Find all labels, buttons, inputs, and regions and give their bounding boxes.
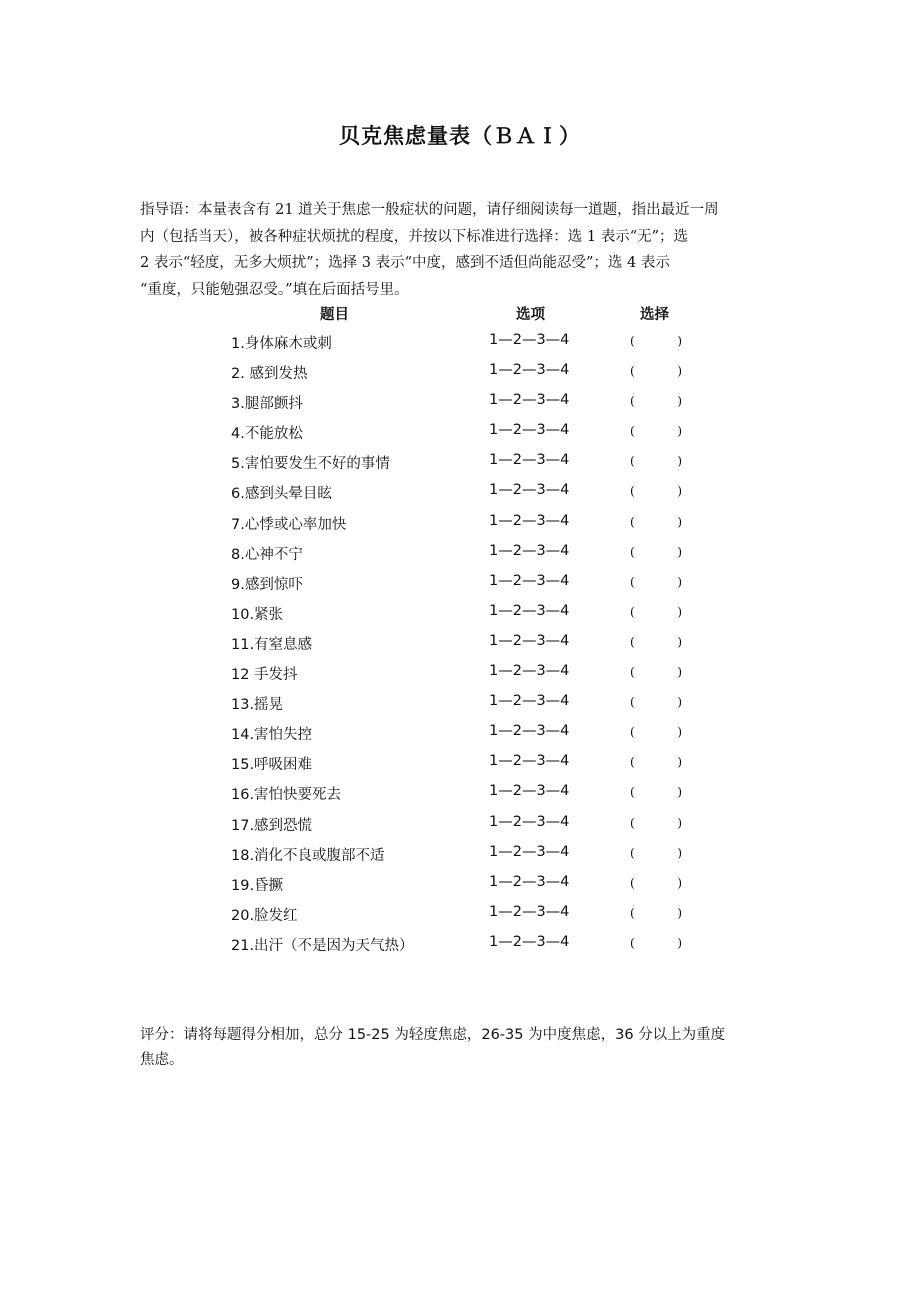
question-text: 21.出汗（不是因为天气热） bbox=[231, 937, 414, 954]
answer-blank[interactable] bbox=[630, 332, 682, 348]
question-text: 14.害怕失控 bbox=[231, 727, 313, 744]
open-paren: ( bbox=[630, 364, 635, 379]
question-row bbox=[0, 362, 920, 392]
answer-blank[interactable] bbox=[630, 543, 682, 559]
close-paren: ) bbox=[677, 905, 682, 920]
option-scale: 1—2—3—4 bbox=[489, 873, 570, 890]
close-paren: ) bbox=[677, 634, 682, 649]
option-scale: 1—2—3—4 bbox=[489, 663, 570, 680]
option-scale: 1—2—3—4 bbox=[489, 843, 570, 860]
question-text: 7.心悸或心率加快 bbox=[231, 516, 347, 533]
question-row bbox=[0, 452, 920, 482]
close-paren: ) bbox=[677, 665, 682, 680]
answer-blank[interactable] bbox=[630, 814, 682, 830]
close-paren: ) bbox=[677, 574, 682, 589]
question-row bbox=[0, 573, 920, 603]
close-paren: ) bbox=[677, 424, 682, 439]
open-paren: ( bbox=[630, 815, 635, 830]
open-paren: ( bbox=[630, 695, 635, 710]
question-row bbox=[0, 543, 920, 573]
close-paren: ) bbox=[677, 725, 682, 740]
close-paren: ) bbox=[677, 935, 682, 950]
question-text: 17.感到恐慌 bbox=[231, 817, 313, 834]
question-text: 18.消化不良或腹部不适 bbox=[231, 847, 385, 864]
question-row bbox=[0, 663, 920, 693]
option-scale: 1—2—3—4 bbox=[489, 482, 570, 499]
question-text: 1.身体麻木或刺 bbox=[231, 336, 332, 352]
open-paren: ( bbox=[630, 544, 635, 559]
close-paren: ) bbox=[677, 815, 682, 830]
option-scale: 1—2—3—4 bbox=[489, 602, 570, 619]
option-scale: 1—2—3—4 bbox=[489, 512, 570, 529]
open-paren: ( bbox=[630, 875, 635, 890]
question-row bbox=[0, 693, 920, 723]
instructions-line: 指导语：本量表含有 21 道关于焦虑一般症状的问题，请仔细阅读每一道题，指出最近一周 bbox=[140, 202, 719, 218]
answer-blank[interactable] bbox=[630, 362, 682, 378]
close-paren: ) bbox=[677, 364, 682, 379]
option-scale: 1—2—3—4 bbox=[489, 542, 570, 559]
answer-blank[interactable] bbox=[630, 783, 682, 799]
close-paren: ) bbox=[677, 484, 682, 499]
question-text: 6.感到头晕目眩 bbox=[231, 486, 332, 503]
option-scale: 1—2—3—4 bbox=[489, 753, 570, 770]
question-text: 10.紧张 bbox=[231, 606, 284, 623]
question-row bbox=[0, 934, 920, 964]
instructions-paragraph bbox=[140, 197, 786, 303]
close-paren: ) bbox=[677, 755, 682, 770]
close-paren: ) bbox=[677, 454, 682, 469]
option-scale: 1—2—3—4 bbox=[489, 933, 570, 950]
question-row bbox=[0, 904, 920, 934]
close-paren: ) bbox=[677, 695, 682, 710]
column-header-topic: 题目 bbox=[320, 307, 349, 323]
question-text: 5.害怕要发生不好的事情 bbox=[231, 456, 390, 473]
answer-blank[interactable] bbox=[630, 874, 682, 890]
option-scale: 1—2—3—4 bbox=[489, 693, 570, 710]
open-paren: ( bbox=[630, 574, 635, 589]
question-row bbox=[0, 874, 920, 904]
scoring-line: 评分：请将每题得分相加，总分 15-25 为轻度焦虑，26-35 为中度焦虑，36 分以上为重度 bbox=[140, 1027, 726, 1043]
question-list bbox=[0, 332, 920, 964]
question-text: 4.不能放松 bbox=[231, 426, 303, 443]
question-row bbox=[0, 844, 920, 874]
page-title: 贝克焦虑量表（ＢＡＩ） bbox=[339, 124, 581, 148]
answer-blank[interactable] bbox=[630, 934, 682, 950]
option-scale: 1—2—3—4 bbox=[489, 572, 570, 589]
question-row bbox=[0, 603, 920, 633]
answer-blank[interactable] bbox=[630, 693, 682, 709]
open-paren: ( bbox=[630, 845, 635, 860]
answer-blank[interactable] bbox=[630, 392, 682, 408]
answer-blank[interactable] bbox=[630, 633, 682, 649]
question-text: 16.害怕快要死去 bbox=[231, 787, 342, 804]
open-paren: ( bbox=[630, 725, 635, 740]
question-row bbox=[0, 814, 920, 844]
scoring-paragraph bbox=[140, 1023, 786, 1073]
question-text: 15.呼吸困难 bbox=[231, 757, 313, 774]
close-paren: ) bbox=[677, 394, 682, 409]
question-text: 20.脸发红 bbox=[231, 907, 298, 924]
answer-blank[interactable] bbox=[630, 663, 682, 679]
option-scale: 1—2—3—4 bbox=[489, 452, 570, 469]
question-row bbox=[0, 723, 920, 753]
question-text: 12 手发抖 bbox=[231, 667, 298, 684]
question-text: 11.有窒息感 bbox=[231, 636, 313, 653]
close-paren: ) bbox=[677, 785, 682, 800]
question-text: 9.感到惊吓 bbox=[231, 576, 303, 593]
open-paren: ( bbox=[630, 514, 635, 529]
question-row bbox=[0, 753, 920, 783]
open-paren: ( bbox=[630, 785, 635, 800]
question-text: 8.心神不宁 bbox=[231, 546, 303, 563]
answer-blank[interactable] bbox=[630, 904, 682, 920]
question-row bbox=[0, 482, 920, 512]
question-row bbox=[0, 332, 920, 362]
open-paren: ( bbox=[630, 905, 635, 920]
question-row bbox=[0, 422, 920, 452]
answer-blank[interactable] bbox=[630, 723, 682, 739]
answer-blank[interactable] bbox=[630, 573, 682, 589]
question-text: 19.昏撅 bbox=[231, 877, 284, 894]
answer-blank[interactable] bbox=[630, 513, 682, 529]
question-text: 13.摇晃 bbox=[231, 697, 284, 714]
question-row bbox=[0, 633, 920, 663]
open-paren: ( bbox=[630, 665, 635, 680]
column-header-options: 选项 bbox=[516, 307, 545, 323]
column-header-choice: 选择 bbox=[640, 307, 669, 323]
open-paren: ( bbox=[630, 424, 635, 439]
answer-blank[interactable] bbox=[630, 844, 682, 860]
open-paren: ( bbox=[630, 935, 635, 950]
option-scale: 1—2—3—4 bbox=[489, 813, 570, 830]
instructions-line: 2 表示“轻度，无多大烦扰”；选择 3 表示“中度，感到不适但尚能忍受”；选 4 表示 bbox=[140, 255, 670, 271]
open-paren: ( bbox=[630, 755, 635, 770]
option-scale: 1—2—3—4 bbox=[489, 422, 570, 439]
close-paren: ) bbox=[677, 544, 682, 559]
question-text: 3.腿部颤抖 bbox=[231, 396, 303, 413]
answer-blank[interactable] bbox=[630, 422, 682, 438]
open-paren: ( bbox=[630, 394, 635, 409]
question-row bbox=[0, 513, 920, 543]
option-scale: 1—2—3—4 bbox=[489, 332, 570, 348]
close-paren: ) bbox=[677, 845, 682, 860]
answer-blank[interactable] bbox=[630, 482, 682, 498]
close-paren: ) bbox=[677, 875, 682, 890]
close-paren: ) bbox=[677, 514, 682, 529]
question-row bbox=[0, 783, 920, 813]
open-paren: ( bbox=[630, 334, 635, 348]
open-paren: ( bbox=[630, 484, 635, 499]
option-scale: 1—2—3—4 bbox=[489, 903, 570, 920]
answer-blank[interactable] bbox=[630, 603, 682, 619]
option-scale: 1—2—3—4 bbox=[489, 723, 570, 740]
option-scale: 1—2—3—4 bbox=[489, 632, 570, 649]
instructions-line: 内（包括当天），被各种症状烦扰的程度，并按以下标准进行选择：选 1 表示“无”；选 bbox=[140, 228, 689, 245]
close-paren: ) bbox=[677, 604, 682, 619]
option-scale: 1—2—3—4 bbox=[489, 392, 570, 409]
question-text: 2. 感到发热 bbox=[231, 366, 308, 383]
option-scale: 1—2—3—4 bbox=[489, 783, 570, 800]
instructions-line: “重度，只能勉强忍受。”填在后面括号里。 bbox=[140, 281, 409, 298]
option-scale: 1—2—3—4 bbox=[489, 362, 570, 379]
close-paren: ) bbox=[677, 334, 682, 348]
answer-blank[interactable] bbox=[630, 452, 682, 468]
scoring-line: 焦虑。 bbox=[140, 1052, 184, 1068]
answer-blank[interactable] bbox=[630, 753, 682, 769]
open-paren: ( bbox=[630, 604, 635, 619]
open-paren: ( bbox=[630, 454, 635, 469]
question-row bbox=[0, 392, 920, 422]
open-paren: ( bbox=[630, 634, 635, 649]
